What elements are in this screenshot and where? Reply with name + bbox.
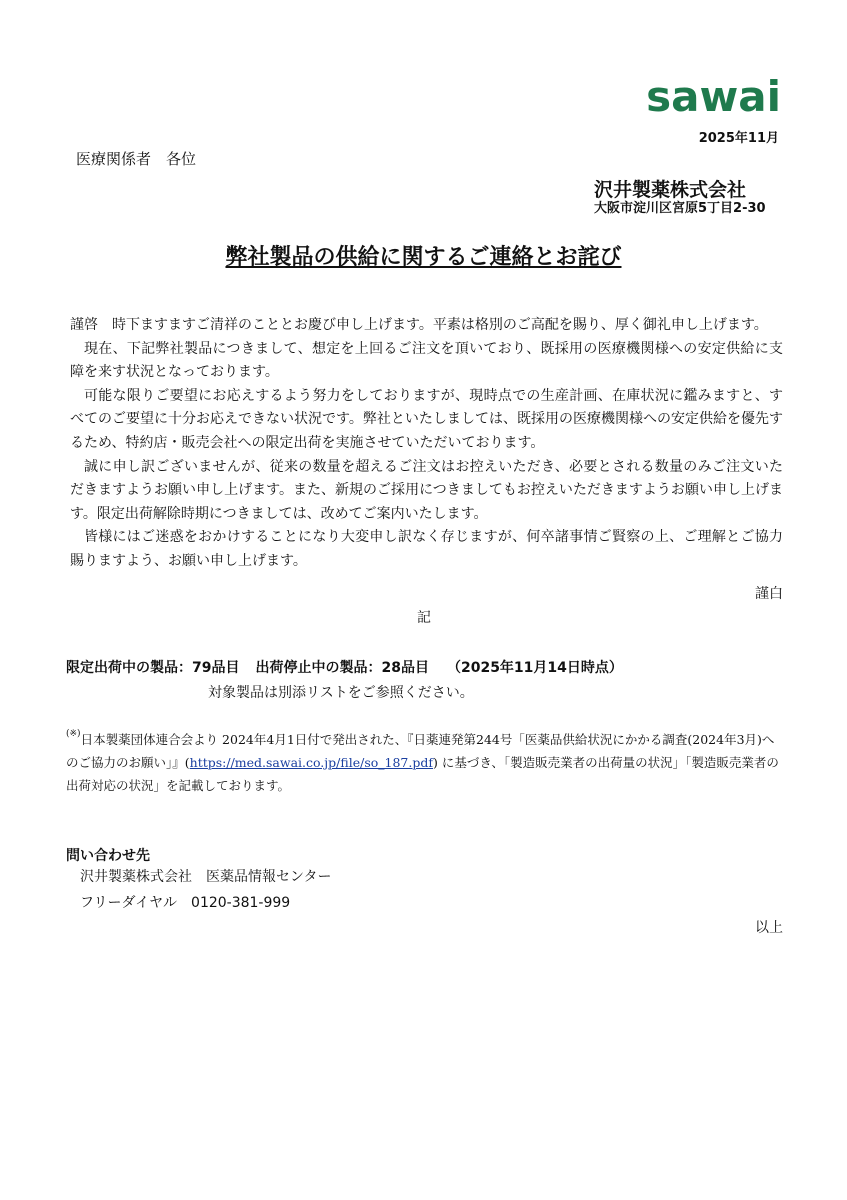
phone-number: 0120-381-999 [191,895,291,911]
letter-body [70,314,783,574]
contact-heading: 問い合わせ先 [66,848,150,864]
document-date: 2025年11月 [698,131,779,146]
paragraph-greeting: 謹啓 時下ますますご清祥のこととお慶び申し上げます。平素は格別のご高配を賜り、厚く御礼申し上げます。 [70,317,768,333]
sawai-logo [646,72,781,121]
closing-word: 謹白 [755,586,783,602]
footnote-text-before: 日本製薬団体連合会より 2024年4月1日付で発出された、『日薬連発第244号「医薬品供給状況にかかる調査(2024年3月)へのご協力のお願い」』( [66,732,775,770]
phone-label: フリーダイヤル [80,895,178,911]
footnote-link[interactable]: https://med.sawai.co.jp/file/so_187.pdf [189,755,433,770]
footnote [66,728,784,797]
paragraph-situation: 現在、下記弊社製品につきまして、想定を上回るご注文を頂いており、既採用の医療機関様への安定供給に支障を来す状況となっております。 [70,340,783,381]
recipient-line: 医療関係者 各位 [76,150,197,168]
company-address: 大阪市淀川区宮原5丁目2-30 [594,201,766,216]
footnote-text-after: ) に基づき、「製造販売業者の出荷量の状況」「製造販売業者の出荷対応の状況」を記載しております。 [66,755,779,793]
summary-note: 対象製品は別添リストをご参照ください。 [208,685,474,701]
contact-organization: 沢井製薬株式会社 医薬品情報センター [80,869,332,885]
limited-count: 限定出荷中の製品：79品目 [66,660,240,676]
document-title: 弊社製品の供給に関するご連絡とお詫び [225,245,622,270]
contact-phone [80,892,290,912]
ki-mark: 記 [417,610,431,626]
supply-summary [66,657,623,677]
end-mark: 以上 [755,920,783,936]
company-name: 沢井製薬株式会社 [594,179,747,201]
as-of-date: （2025年11月14日時点） [446,660,623,676]
stopped-count: 出荷停止中の製品：28品目 [255,660,429,676]
paragraph-effort: 可能な限りご要望にお応えするよう努力をしておりますが、現時点での生産計画、在庫状況に鑑みますと、すべてのご要望に十分お応えできない状況です。弊社といたしましては、既採用の医療機関様への安定供給を優先するため、特約店・販売会社への限定出荷を実施させていただいております。 [70,387,783,451]
paragraph-apology: 皆様にはご迷惑をおかけすることになり大変申し訳なく存じますが、何卒諸事情ご賢察の上、ご理解とご協力賜りますよう、お願い申し上げます。 [70,529,783,569]
logo-text: sawai [646,72,781,121]
paragraph-request: 誠に申し訳ございませんが、従来の数量を超えるご注文はお控えいただき、必要とされる数量のみご注文いただきますようお願い申し上げます。また、新規のご採用につきましてもお控えいただきますようお願い申し上げます。限定出荷解除時期につきましては、改めてご案内いたします。 [70,458,783,522]
footnote-mark: (※) [66,729,81,739]
